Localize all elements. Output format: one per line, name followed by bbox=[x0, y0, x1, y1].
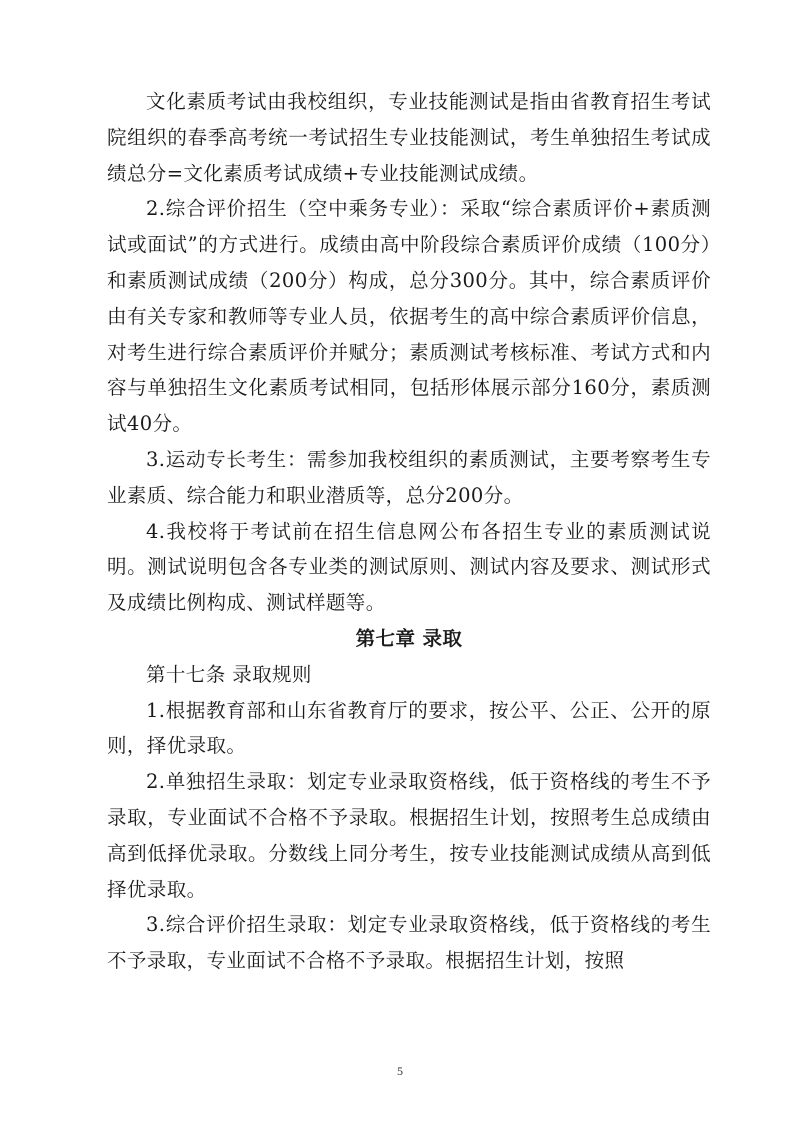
paragraph-test-notes: 4.我校将于考试前在招生信息网公布各招生专业的素质测试说明。测试说明包含各专业类的测试原则、测试内容及要求、测试形式及成绩比例构成、测试样题等。 bbox=[107, 519, 711, 615]
page-number: 5 bbox=[397, 1064, 403, 1078]
paragraph-sports-specialty: 3.运动专长考生：需参加我校组织的素质测试，主要考察考生专业素质、综合能力和职业潜质等，总分200分。 bbox=[107, 447, 711, 507]
paragraph-single-admission: 2.单独招生录取：划定专业录取资格线，低于资格线的考生不予录取，专业面试不合格不予录取。根据招生计划，按照考生总成绩由高到低择优录取。分数线上同分考生，按专业技能测试成绩从高到低择优录取。 bbox=[107, 770, 711, 901]
article-title: 第十七条 录取规则 bbox=[146, 662, 312, 686]
paragraph-comprehensive-evaluation: 2.综合评价招生（空中乘务专业）：采取“综合素质评价+素质测试或面试”的方式进行。成绩由高中阶段综合素质评价成绩（100分）和素质测试成绩（200分）构成，总分300分。其中，综合素质评价由有关专家和教师等专业人员，依据考生的高中综合素质评价信息，对考生进行综合素质评价并赋分；素质测试考核标准、考试方式和内容与单独招生文化素质考试相同，包括形体展示部分160分，素质测试40分。 bbox=[107, 197, 711, 436]
paragraph-exam-total: 文化素质考试由我校组织，专业技能测试是指由省教育招生考试院组织的春季高考统一考试招生专业技能测试，考生单独招生考试成绩总分=文化素质考试成绩+专业技能测试成绩。 bbox=[107, 90, 711, 185]
document-body bbox=[107, 84, 711, 979]
paragraph-comprehensive-admission: 3.综合评价招生录取：划定专业录取资格线，低于资格线的考生不予录取，专业面试不合格不予录取。根据招生计划，按照 bbox=[107, 913, 711, 973]
paragraph-admission-principle: 1.根据教育部和山东省教育厅的要求，按公平、公正、公开的原则，择优录取。 bbox=[107, 698, 711, 758]
chapter-heading: 第七章 录取 bbox=[355, 626, 463, 650]
